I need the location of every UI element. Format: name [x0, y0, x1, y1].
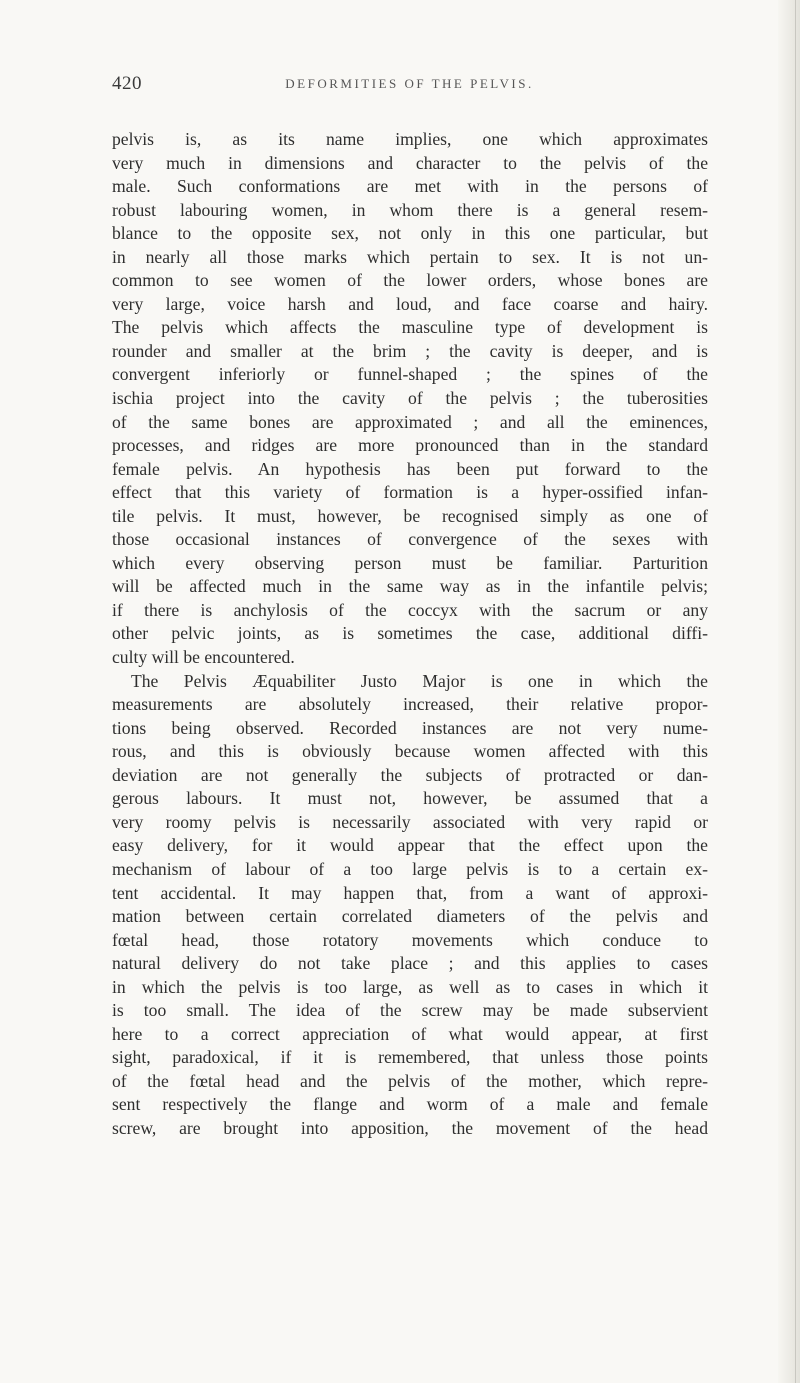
text-line: ischia project into the cavity of the pelvis ; the tuberosities	[112, 388, 708, 409]
text-line: pelvis is, as its name implies, one which approximates	[112, 129, 708, 149]
text-line: other pelvic joints, as is sometimes the case, additional diffi-	[112, 623, 708, 644]
text-line: fœtal head, those rotatory movements which conduce to	[112, 929, 708, 950]
text-line: tent accidental. It may happen that, from a want of approxi-	[112, 882, 708, 903]
text-line: rous, and this is obviously because women affected with this	[112, 741, 708, 762]
text-line: very roomy pelvis is necessarily associated with very rapid or	[112, 811, 708, 832]
text-line: which every observing person must be familiar. Parturition	[112, 552, 708, 573]
body-text	[112, 128, 708, 1141]
page-spine-shadow	[778, 0, 800, 1383]
text-line: deviation are not generally the subjects of protracted or dan-	[112, 764, 708, 785]
text-line: very much in dimensions and character to the pelvis of the	[112, 152, 708, 173]
text-line: male. Such conformations are met with in the persons of	[112, 176, 708, 197]
text-line: tile pelvis. It must, however, be recognised simply as one of	[112, 505, 708, 526]
text-line: culty will be encountered.	[112, 647, 295, 668]
text-line: common to see women of the lower orders, whose bones are	[112, 270, 708, 291]
page-number: 420	[112, 73, 142, 94]
page-edge-line	[795, 0, 796, 1383]
text-line: sight, paradoxical, if it is remembered, that unless those points	[112, 1047, 708, 1068]
text-line: natural delivery do not take place ; and this applies to cases	[112, 953, 708, 974]
text-line: sent respectively the flange and worm of a male and female	[112, 1094, 708, 1115]
text-line: of the same bones are approximated ; and all the eminences,	[112, 411, 708, 432]
page-header	[112, 73, 707, 103]
text-line: easy delivery, for it would appear that the effect upon the	[112, 835, 708, 856]
text-line: tions being observed. Recorded instances are not very nume-	[112, 717, 708, 738]
text-line: robust labouring women, in whom there is a general resem-	[112, 199, 708, 220]
text-line: blance to the opposite sex, not only in this one particular, but	[112, 223, 708, 244]
text-line: those occasional instances of convergence of the sexes with	[112, 529, 708, 550]
text-line: if there is anchylosis of the coccyx with the sacrum or any	[112, 599, 708, 620]
text-line: screw, are brought into apposition, the movement of the head	[112, 1117, 708, 1138]
text-line: of the fœtal head and the pelvis of the mother, which repre-	[112, 1070, 708, 1091]
text-line: here to a correct appreciation of what would appear, at first	[112, 1023, 708, 1044]
text-line: processes, and ridges are more pronounced than in the standard	[112, 435, 708, 456]
text-line: measurements are absolutely increased, their relative propor-	[112, 694, 708, 715]
text-line: female pelvis. An hypothesis has been put forward to the	[112, 458, 708, 479]
text-line: mechanism of labour of a too large pelvis is to a certain ex-	[112, 858, 708, 879]
text-line: will be affected much in the same way as in the infantile pelvis;	[112, 576, 708, 597]
text-line: in nearly all those marks which pertain to sex. It is not un-	[112, 246, 708, 267]
text-line: The Pelvis Æquabiliter Justo Major is one in which the	[131, 670, 708, 691]
text-line: very large, voice harsh and loud, and face coarse and hairy.	[112, 293, 708, 314]
text-line: convergent inferiorly or funnel-shaped ; the spines of the	[112, 364, 708, 385]
text-line: gerous labours. It must not, however, be assumed that a	[112, 788, 708, 809]
running-head: DEFORMITIES OF THE PELVIS.	[285, 76, 534, 91]
text-line: rounder and smaller at the brim ; the cavity is deeper, and is	[112, 340, 708, 361]
text-line: is too small. The idea of the screw may be made subservient	[112, 1000, 708, 1021]
text-line: mation between certain correlated diameters of the pelvis and	[112, 906, 708, 927]
text-line: effect that this variety of formation is a hyper-ossified infan-	[112, 482, 708, 503]
text-line: in which the pelvis is too large, as well as to cases in which it	[112, 976, 708, 997]
text-line: The pelvis which affects the masculine type of development is	[112, 317, 708, 338]
